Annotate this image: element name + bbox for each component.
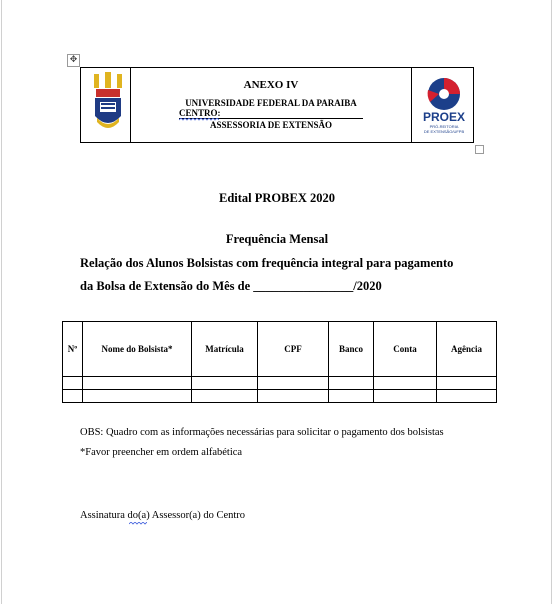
proex-logo	[417, 74, 471, 138]
favor-note: *Favor preencher em ordem alfabética	[80, 447, 243, 458]
university-name: UNIVERSIDADE FEDERAL DA PARAIBA	[185, 98, 357, 108]
relacao-line-1: Relação dos Alunos Bolsistas com frequência integral para pagamento	[80, 256, 454, 270]
table-move-handle-icon[interactable]: ✥	[67, 54, 80, 67]
table-cell[interactable]	[374, 390, 437, 403]
assessoria-title: ASSESSORIA DE EXTENSÃO	[209, 120, 333, 130]
col-header-numero: Nº	[63, 322, 83, 377]
table-cell[interactable]	[192, 390, 258, 403]
frequencia-title: Frequência Mensal	[225, 232, 329, 246]
table-cell[interactable]	[329, 390, 374, 403]
proex-logo-subtext-1: PRÓ-REITORIA	[429, 124, 459, 129]
table-cell[interactable]	[437, 377, 497, 390]
bolsistas-table	[62, 321, 497, 403]
table-cell[interactable]	[329, 377, 374, 390]
table-row	[63, 377, 497, 390]
col-header-matricula: Matrícula	[192, 322, 258, 377]
obs-note: OBS: Quadro com as informações necessárias para solicitar o pagamento dos bolsistas	[80, 427, 444, 438]
col-header-agencia: Agência	[437, 322, 497, 377]
table-cell[interactable]	[192, 377, 258, 390]
table-cell[interactable]	[83, 390, 192, 403]
ufpb-logo	[91, 72, 125, 134]
table-cell[interactable]	[374, 377, 437, 390]
col-header-conta: Conta	[374, 322, 437, 377]
spellcheck-squiggle	[129, 522, 147, 525]
relacao-line-2: da Bolsa de Extensão do Mês de ________________/2020	[80, 279, 382, 293]
annex-title: ANEXO IV	[243, 79, 299, 91]
col-header-banco: Banco	[329, 322, 374, 377]
proex-logo-subtext-2: DE EXTENSÃO/UFPB	[423, 129, 465, 134]
table-cell[interactable]	[258, 377, 329, 390]
edital-title: Edital PROBEX 2020	[219, 191, 335, 205]
header-divider-right	[411, 68, 412, 142]
page-edge-left	[1, 0, 2, 604]
table-header-row	[63, 322, 497, 377]
proex-logo-text: PROEX	[422, 110, 466, 124]
table-cell[interactable]	[63, 377, 83, 390]
header-table	[80, 67, 474, 143]
table-cell[interactable]	[63, 390, 83, 403]
col-header-cpf: CPF	[258, 322, 329, 377]
page-edge-right	[551, 0, 552, 604]
table-cell[interactable]	[258, 390, 329, 403]
centro-label: CENTRO:	[179, 108, 221, 118]
table-resize-handle-icon[interactable]	[475, 145, 484, 154]
table-cell[interactable]	[437, 390, 497, 403]
signature-label: Assinatura do(a) Assessor(a) do Centro	[80, 510, 246, 521]
table-row	[63, 390, 497, 403]
table-cell[interactable]	[83, 377, 192, 390]
col-header-nome: Nome do Bolsista*	[83, 322, 192, 377]
